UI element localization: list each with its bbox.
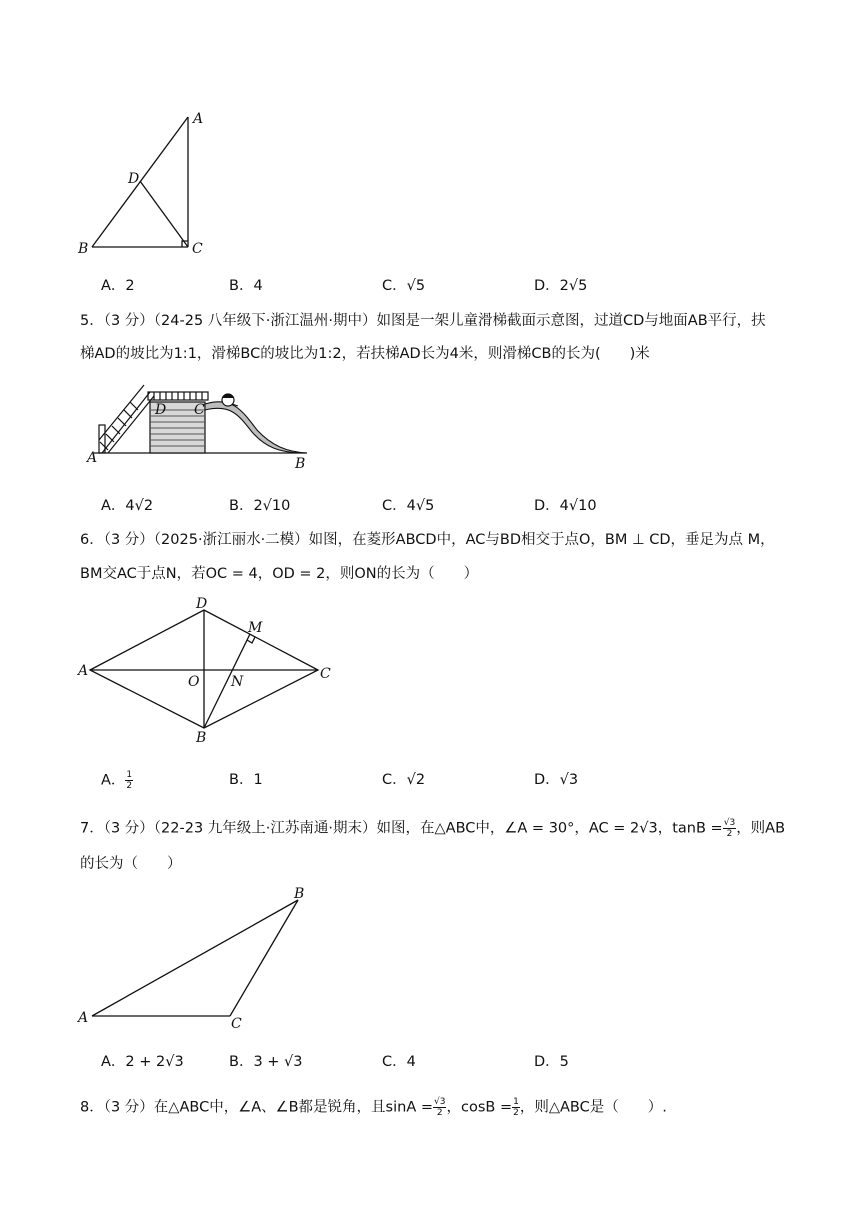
q4-segment-cd bbox=[140, 181, 188, 247]
q5-option-d: D．4√10 bbox=[534, 498, 597, 514]
q7-tanb-fraction: $\frac{√3}{2}$ bbox=[723, 818, 736, 839]
q8-stem: 8．（3 分）在△ABC中，∠A、∠B都是锐角，且sinA = $\frac{√3}{2}$ ，cosB = $\frac{1}{2}$ ，则△ABC是（ ）. bbox=[80, 1097, 667, 1118]
q5-label-b: B bbox=[295, 456, 306, 472]
q6-option-a bbox=[101, 770, 133, 791]
q4-option-c: C．√5 bbox=[382, 278, 426, 294]
q4-label-b: B bbox=[78, 241, 89, 257]
q5-slide-curve bbox=[205, 402, 307, 453]
q4-figure bbox=[70, 105, 220, 265]
q7-label-c: C bbox=[231, 1016, 242, 1032]
q4-label-a: A bbox=[193, 111, 204, 127]
q5-option-c: C．4√5 bbox=[382, 498, 435, 514]
q4-option-b: B．4 bbox=[229, 278, 263, 294]
q5-stem-line1: 5．（3 分）（24-25 八年级下·浙江温州·期中）如图是一架儿童滑梯截面示意图，过道CD与地面AB平行，扶 bbox=[80, 313, 766, 329]
q5-stem-line2: 梯AD的坡比为1:1，滑梯BC的坡比为1:2，若扶梯AD长为4米，则滑梯CB的长为( )米 bbox=[80, 346, 650, 362]
q6-option-a-label: A． bbox=[101, 772, 126, 789]
q4-label-c: C bbox=[192, 241, 203, 257]
q7-option-b: B．3 + √3 bbox=[229, 1054, 303, 1070]
q5-label-c: C bbox=[194, 402, 205, 418]
q7-option-d: D．5 bbox=[534, 1054, 569, 1070]
q6-label-m: M bbox=[248, 620, 263, 636]
q7-stem-line2: 的长为（ ） bbox=[80, 856, 182, 872]
q6-option-a-fraction: $\frac{1}{2}$ bbox=[126, 770, 133, 791]
q7-label-a: A bbox=[78, 1010, 89, 1026]
q4-option-d: D．2√5 bbox=[534, 278, 588, 294]
q7-segment-bc bbox=[230, 900, 298, 1016]
q5-label-a: A bbox=[87, 450, 98, 466]
q4-label-d: D bbox=[128, 171, 140, 187]
q6-label-o: O bbox=[188, 674, 200, 690]
q6-stem-line1: 6．（3 分）（2025·浙江丽水·二模）如图，在菱形ABCD中，AC与BD相交于点O，BM ⊥ CD，垂足为点 M， bbox=[80, 532, 775, 548]
q8-cosb-fraction: $\frac{1}{2}$ bbox=[513, 1097, 519, 1118]
q7-option-a: A．2 + 2√3 bbox=[101, 1054, 184, 1070]
q7-option-c: C．4 bbox=[382, 1054, 416, 1070]
q5-option-a: A．4√2 bbox=[101, 498, 154, 514]
q4-option-a: A．2 bbox=[101, 278, 135, 294]
q5-label-d: D bbox=[155, 402, 167, 418]
q6-label-d: D bbox=[196, 596, 208, 612]
q7-segment-ab bbox=[92, 900, 298, 1016]
q6-label-c: C bbox=[320, 666, 331, 682]
q6-label-a: A bbox=[78, 663, 89, 679]
q6-label-n: N bbox=[231, 674, 244, 690]
q6-rhombus-figure bbox=[72, 592, 342, 752]
q6-stem-line2: BM交AC于点N，若OC = 4，OD = 2，则ON的长为（ ） bbox=[80, 566, 479, 582]
q6-option-b: B．1 bbox=[229, 772, 263, 788]
q7-label-b: B bbox=[294, 886, 305, 902]
q7-stem-line1: 7．（3 分）（22-23 九年级上·江苏南通·期末）如图，在△ABC中，∠A = 30°，AC = 2√3，tanB = $\frac{√3}{2}$ ，则AB bbox=[80, 818, 786, 839]
q8-sina-fraction: $\frac{√3}{2}$ bbox=[434, 1097, 446, 1118]
q5-option-b: B．2√10 bbox=[229, 498, 291, 514]
q6-label-b: B bbox=[196, 730, 207, 746]
q5-slide-figure bbox=[82, 380, 322, 475]
q7-triangle-figure bbox=[72, 880, 322, 1040]
q6-option-d: D．√3 bbox=[534, 772, 579, 788]
q6-option-c: C．√2 bbox=[382, 772, 426, 788]
